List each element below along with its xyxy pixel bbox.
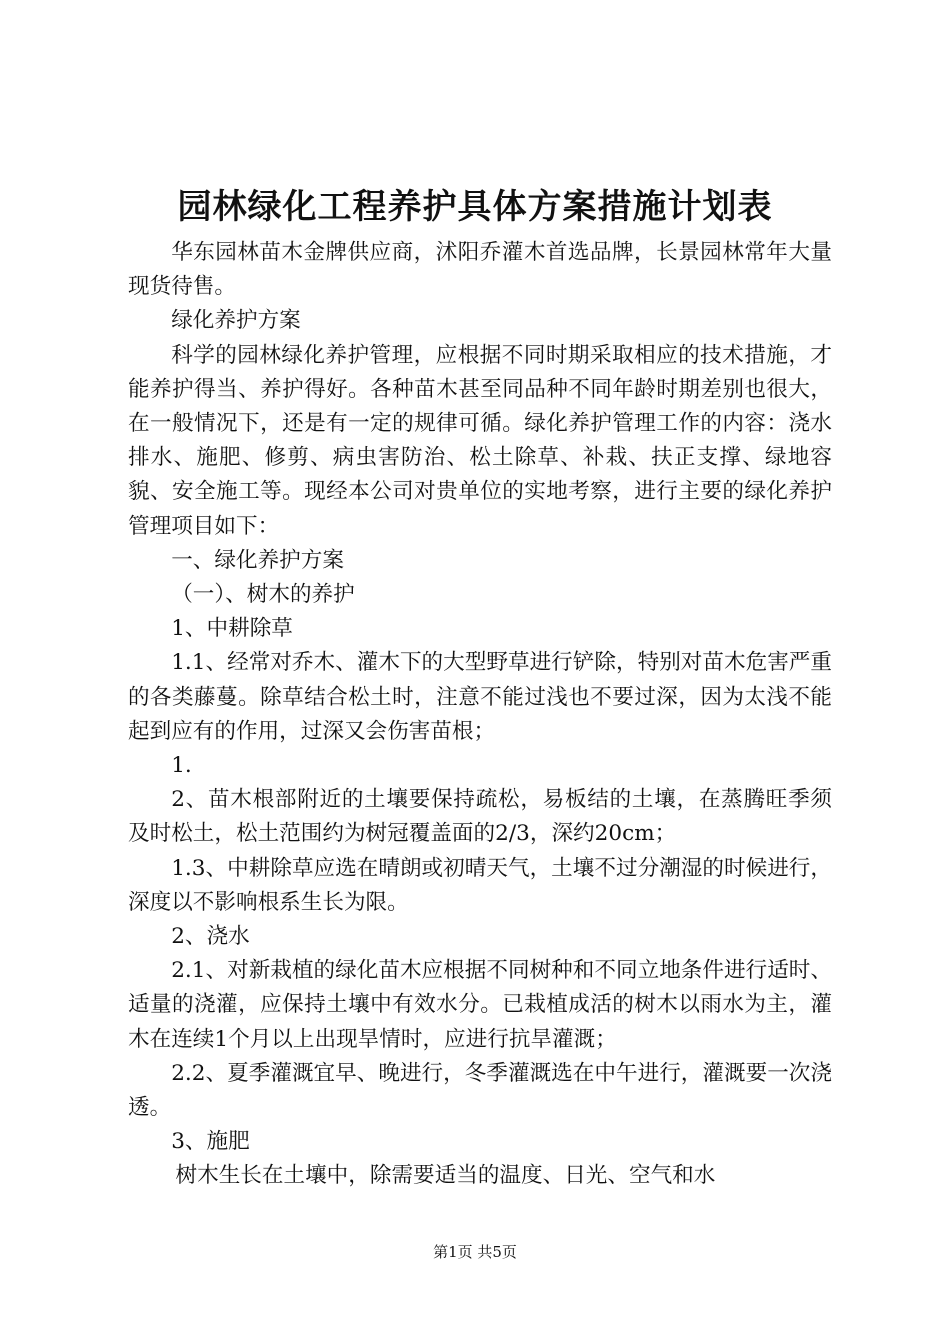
paragraph-2-1: 2.1、对新栽植的绿化苗木应根据不同树种和不同立地条件进行适时、适量的浇灌，应保持土壤中有效水分。已栽植成活的树木以雨水为主，灌木在连续1个月以上出现旱情时，应进行抗旱灌溉； [128,958,832,1052]
paragraph-3-start: 树木生长在土壤中，除需要适当的温度、日光、空气和水 [175,1163,716,1189]
page-number-footer: 第1页 共5页 [433,1243,517,1261]
paragraph-1-3: 1.3、中耕除草应选在晴朗或初晴天气，土壤不过分潮湿的时候进行，深度以不影响根系生长为限。 [128,855,832,915]
item-heading-fertilizing: 3、施肥 [171,1129,250,1155]
paragraph-overview: 科学的园林绿化养护管理，应根据不同时期采取相应的技术措施，才能养护得当、养护得好。各种苗木甚至同品种不同年龄时期差别也很大，在一般情况下，还是有一定的规律可循。绿化养护管理工作的内容：浇水排水、施肥、修剪、病虫害防治、松土除草、补栽、扶正支撑、绿地容貌、安全施工等。现经本公司对贵单位的实地考察，进行主要的绿化养护管理项目如下： [128,342,832,539]
paragraph-1-1: 1.1、经常对乔木、灌木下的大型野草进行铲除，特别对苗木危害严重的各类藤蔓。除草结合松土时，注意不能过浅也不要过深，因为太浅不能起到应有的作用，过深又会伤害苗根； [128,650,832,744]
paragraph-1-2: 2、苗木根部附近的土壤要保持疏松，易板结的土壤，在蒸腾旺季须及时松土，松土范围约为树冠覆盖面的2/3，深约20cm； [128,787,832,847]
item-heading-weeding: 1、中耕除草 [171,616,293,642]
paragraph-intro: 华东园林苗木金牌供应商，沭阳乔灌木首选品牌，长景园林常年大量现货待售。 [128,240,832,300]
section-heading-1: 一、绿化养护方案 [171,547,344,573]
paragraph-2-2: 2.2、夏季灌溉宜早、晚进行，冬季灌溉选在中午进行，灌溉要一次浇透。 [128,1060,832,1121]
item-heading-watering: 2、浇水 [171,924,250,950]
subsection-heading-trees: （一）、树木的养护 [171,582,355,608]
page-title: 园林绿化工程养护具体方案措施计划表 [177,187,773,227]
paragraph-heading-plan: 绿化养护方案 [171,308,301,334]
document-body [128,236,832,1194]
paragraph-1-fragment: 1. [171,753,192,779]
